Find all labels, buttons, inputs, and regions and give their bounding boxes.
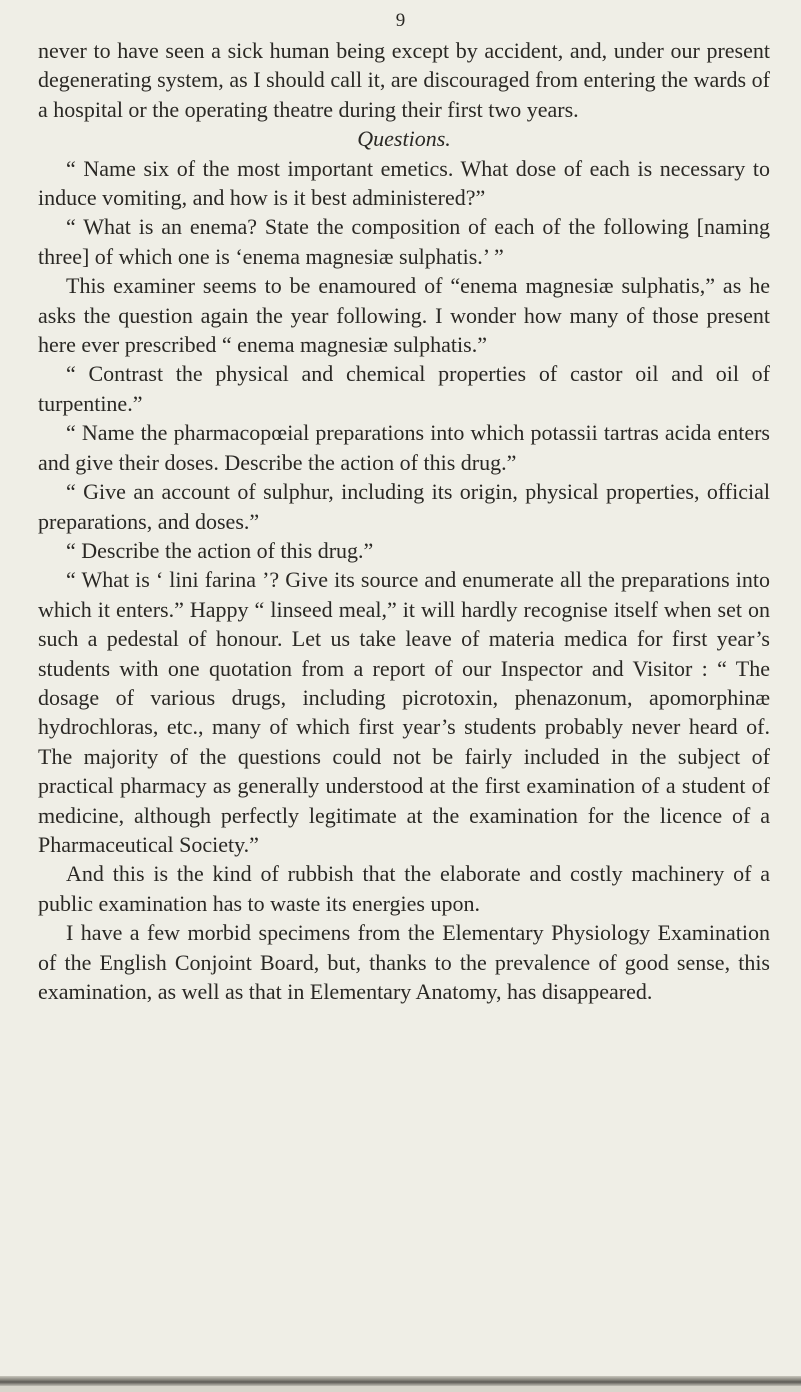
paragraph-intro-continuation: never to have seen a sick human being except by accident, and, under our present degenerating system, as I should call it, are discouraged from entering the wards of a hospital or the operating theatre during their first two years.	[38, 38, 770, 122]
question-sulphur: “ Give an account of sulphur, including its origin, physical properties, official preparations, and doses.”	[38, 479, 770, 534]
body-text	[38, 36, 770, 1006]
question-describe-action: “ Describe the action of this drug.”	[66, 537, 374, 563]
paragraph-examiner-comment: This examiner seems to be enamoured of “enema magnesiæ sulphatis,” as he asks the question again the year following. I wonder how many of those present here ever prescribed “ enema magnesiæ sulphatis.”	[38, 273, 770, 358]
question-enema: “ What is an enema? State the composition of each of the following [naming three] of which one is ‘enema magnesiæ sulphatis.’ ”	[38, 214, 770, 269]
page-number: 9	[395, 10, 406, 31]
question-castor-oil: “ Contrast the physical and chemical properties of castor oil and oil of turpentine.”	[38, 361, 770, 416]
paragraph-lini-farina: “ What is ‘ lini farina ’? Give its source and enumerate all the preparations into which it enters.” Happy “ linseed meal,” it will hardly recognise itself when set on such a pedestal of honour. Let us take leave of materia medica for first year’s students with one quotation from a report of our Inspector and Visitor : “ The dosage of various drugs, including picrotoxin, phenazonum, apomorphinæ hydrochloras, etc., many of which first year’s students probably never heard of. The majority of the questions could not be fairly included in the subject of practical pharmacy as generally understood at the first examination of a student of medicine, although perfectly legitimate at the examination for the licence of a Pharmaceutical Society.”	[38, 567, 770, 857]
page-bottom-shadow	[0, 1386, 801, 1392]
question-potassii-tartras: “ Name the pharmacopœial preparations into which potassii tartras acida enters and give their doses. Describe the action of this drug.”	[38, 420, 770, 475]
page-bottom-edge	[0, 1376, 801, 1386]
paragraph-rubbish: And this is the kind of rubbish that the elaborate and costly machinery of a public examination has to waste its energies upon.	[38, 861, 770, 916]
section-heading-questions: Questions.	[357, 126, 451, 152]
question-emetics: “ Name six of the most important emetics. What dose of each is necessary to induce vomiting, and how is it best administered?”	[38, 155, 770, 211]
paragraph-morbid-specimens: I have a few morbid specimens from the Elementary Physiology Examination of the English Conjoint Board, but, thanks to the prevalence of good sense, this examination, as well as that in Elementary Anatomy, has disappeared.	[38, 920, 770, 1004]
